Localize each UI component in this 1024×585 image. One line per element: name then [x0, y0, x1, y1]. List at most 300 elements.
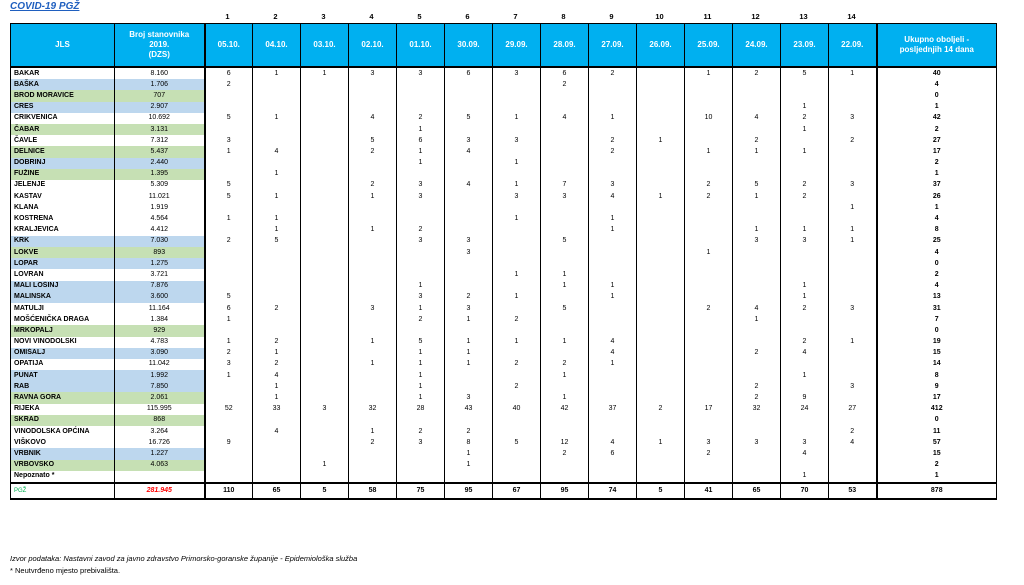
total-cases-cell: 2: [877, 158, 997, 169]
daily-cases-cell: [685, 314, 733, 325]
table-row: [11, 247, 997, 258]
daily-cases-cell: 3: [493, 67, 541, 79]
daily-cases-cell: [733, 460, 781, 471]
column-number: 12: [751, 12, 760, 21]
daily-cases-cell: [829, 281, 877, 292]
daily-cases-cell: [301, 337, 349, 348]
total-cases-cell: 4: [877, 79, 997, 90]
daily-cases-cell: 3: [781, 236, 829, 247]
daily-cases-cell: 1: [781, 225, 829, 236]
daily-cases-cell: 2: [397, 314, 445, 325]
municipality-name: NOVI VINODOLSKI: [11, 337, 115, 348]
daily-cases-cell: 4: [589, 337, 637, 348]
daily-cases-cell: [445, 79, 493, 90]
population-cell: 1.992: [115, 370, 205, 381]
daily-cases-cell: [589, 169, 637, 180]
column-number: 4: [369, 12, 374, 21]
total-cases-cell: 37: [877, 180, 997, 191]
daily-cases-cell: [829, 471, 877, 483]
daily-cases-cell: [829, 448, 877, 459]
daily-cases-cell: [349, 448, 397, 459]
total-cases-cell: 4: [877, 247, 997, 258]
daily-cases-cell: 1: [397, 392, 445, 403]
daily-cases-cell: 3: [397, 292, 445, 303]
daily-cases-cell: 3: [829, 180, 877, 191]
daily-cases-cell: [445, 169, 493, 180]
daily-cases-cell: 3: [397, 236, 445, 247]
daily-cases-cell: [349, 247, 397, 258]
daily-cases-cell: [541, 124, 589, 135]
sum-daily-cell: 58: [349, 483, 397, 499]
daily-cases-cell: 5: [253, 236, 301, 247]
municipality-name: MOŠĆENIČKA DRAGA: [11, 314, 115, 325]
daily-cases-cell: [589, 79, 637, 90]
daily-cases-cell: 2: [733, 381, 781, 392]
table-row: [11, 135, 997, 146]
daily-cases-cell: [253, 314, 301, 325]
daily-cases-cell: [301, 191, 349, 202]
daily-cases-cell: [253, 90, 301, 101]
daily-cases-cell: 2: [685, 191, 733, 202]
municipality-name: OMIŠALJ: [11, 348, 115, 359]
daily-cases-cell: 1: [541, 281, 589, 292]
daily-cases-cell: [205, 124, 253, 135]
daily-cases-cell: [301, 102, 349, 113]
total-cases-cell: 13: [877, 292, 997, 303]
daily-cases-cell: 3: [589, 180, 637, 191]
daily-cases-cell: [685, 381, 733, 392]
daily-cases-cell: 1: [493, 292, 541, 303]
daily-cases-cell: 2: [589, 67, 637, 79]
daily-cases-cell: [205, 202, 253, 213]
daily-cases-cell: [253, 102, 301, 113]
daily-cases-cell: 2: [589, 146, 637, 157]
population-cell: 4.412: [115, 225, 205, 236]
daily-cases-cell: [301, 213, 349, 224]
daily-cases-cell: [637, 67, 685, 79]
footer-note: * Neutvrđeno mjesto prebivališta.: [10, 566, 121, 575]
daily-cases-cell: [445, 191, 493, 202]
daily-cases-cell: [829, 124, 877, 135]
daily-cases-cell: 1: [493, 180, 541, 191]
daily-cases-cell: [301, 471, 349, 483]
daily-cases-cell: [397, 79, 445, 90]
daily-cases-cell: 2: [253, 337, 301, 348]
total-cases-cell: 27: [877, 135, 997, 146]
daily-cases-cell: 7: [541, 180, 589, 191]
daily-cases-cell: [397, 169, 445, 180]
daily-cases-cell: 1: [205, 314, 253, 325]
daily-cases-cell: [829, 348, 877, 359]
daily-cases-cell: [589, 325, 637, 336]
daily-cases-cell: [685, 471, 733, 483]
daily-cases-cell: [349, 392, 397, 403]
daily-cases-cell: 3: [781, 437, 829, 448]
header-date: 29.09.: [493, 24, 541, 68]
population-cell: 1.384: [115, 314, 205, 325]
daily-cases-cell: [541, 292, 589, 303]
daily-cases-cell: [349, 169, 397, 180]
daily-cases-cell: [205, 102, 253, 113]
daily-cases-cell: [829, 79, 877, 90]
daily-cases-cell: 1: [829, 67, 877, 79]
daily-cases-cell: [301, 269, 349, 280]
total-cases-cell: 57: [877, 437, 997, 448]
municipality-name: JELENJE: [11, 180, 115, 191]
daily-cases-cell: [685, 359, 733, 370]
daily-cases-cell: [349, 102, 397, 113]
daily-cases-cell: [637, 392, 685, 403]
daily-cases-cell: [445, 370, 493, 381]
daily-cases-cell: 1: [637, 135, 685, 146]
daily-cases-cell: 1: [781, 102, 829, 113]
daily-cases-cell: 2: [781, 303, 829, 314]
population-cell: 4.783: [115, 337, 205, 348]
header-date: 22.09.: [829, 24, 877, 68]
daily-cases-cell: [733, 202, 781, 213]
daily-cases-cell: [205, 460, 253, 471]
table-row: [11, 146, 997, 157]
daily-cases-cell: [253, 471, 301, 483]
population-cell: 929: [115, 325, 205, 336]
daily-cases-cell: [781, 269, 829, 280]
daily-cases-cell: 1: [253, 169, 301, 180]
daily-cases-cell: 1: [253, 113, 301, 124]
municipality-name: SKRAD: [11, 415, 115, 426]
daily-cases-cell: [541, 135, 589, 146]
daily-cases-cell: [781, 247, 829, 258]
daily-cases-cell: 1: [205, 146, 253, 157]
daily-cases-cell: 1: [205, 213, 253, 224]
total-cases-cell: 17: [877, 146, 997, 157]
daily-cases-cell: [205, 258, 253, 269]
daily-cases-cell: [301, 124, 349, 135]
daily-cases-cell: [493, 102, 541, 113]
daily-cases-cell: 1: [397, 158, 445, 169]
sum-daily-cell: 95: [541, 483, 589, 499]
daily-cases-cell: 2: [397, 225, 445, 236]
daily-cases-cell: [637, 79, 685, 90]
document-title: COVID-19 PGŽ: [10, 1, 80, 12]
daily-cases-cell: 5: [541, 236, 589, 247]
daily-cases-cell: [541, 247, 589, 258]
daily-cases-cell: 1: [301, 67, 349, 79]
daily-cases-cell: [637, 303, 685, 314]
municipality-name: KOSTRENA: [11, 213, 115, 224]
daily-cases-cell: [301, 426, 349, 437]
daily-cases-cell: [349, 124, 397, 135]
daily-cases-cell: [637, 337, 685, 348]
header-date: 30.09.: [445, 24, 493, 68]
daily-cases-cell: [301, 448, 349, 459]
daily-cases-cell: 2: [733, 392, 781, 403]
daily-cases-cell: 1: [541, 337, 589, 348]
daily-cases-cell: [589, 269, 637, 280]
daily-cases-cell: 3: [445, 392, 493, 403]
daily-cases-cell: [445, 281, 493, 292]
total-cases-cell: 40: [877, 67, 997, 79]
daily-cases-cell: [301, 292, 349, 303]
daily-cases-cell: [301, 202, 349, 213]
municipality-name: LOKVE: [11, 247, 115, 258]
daily-cases-cell: [493, 225, 541, 236]
daily-cases-cell: [253, 79, 301, 90]
sum-total-cell: 878: [877, 483, 997, 499]
daily-cases-cell: 1: [637, 191, 685, 202]
header-total: [877, 24, 997, 68]
daily-cases-cell: 52: [205, 404, 253, 415]
municipality-name: LOPAR: [11, 258, 115, 269]
daily-cases-cell: [205, 448, 253, 459]
header-date: 27.09.: [589, 24, 637, 68]
daily-cases-cell: [733, 258, 781, 269]
daily-cases-cell: [829, 102, 877, 113]
total-cases-cell: 9: [877, 381, 997, 392]
total-cases-cell: 2: [877, 124, 997, 135]
daily-cases-cell: 42: [541, 404, 589, 415]
daily-cases-cell: 9: [205, 437, 253, 448]
daily-cases-cell: [349, 471, 397, 483]
table-row: [11, 370, 997, 381]
daily-cases-cell: [301, 180, 349, 191]
sum-daily-cell: 74: [589, 483, 637, 499]
daily-cases-cell: [829, 292, 877, 303]
municipality-name: Nepoznato *: [11, 471, 115, 483]
column-number: 14: [847, 12, 856, 21]
daily-cases-cell: 5: [349, 135, 397, 146]
daily-cases-cell: 2: [397, 113, 445, 124]
daily-cases-cell: [493, 392, 541, 403]
table-row: [11, 225, 997, 236]
daily-cases-cell: [253, 202, 301, 213]
daily-cases-cell: 3: [397, 191, 445, 202]
daily-cases-cell: [541, 325, 589, 336]
daily-cases-cell: 1: [397, 381, 445, 392]
daily-cases-cell: 27: [829, 404, 877, 415]
daily-cases-cell: 2: [349, 180, 397, 191]
daily-cases-cell: 1: [733, 191, 781, 202]
daily-cases-cell: [397, 247, 445, 258]
daily-cases-cell: 4: [445, 180, 493, 191]
daily-cases-cell: [637, 359, 685, 370]
daily-cases-cell: 1: [397, 281, 445, 292]
daily-cases-cell: [445, 90, 493, 101]
daily-cases-cell: 1: [541, 370, 589, 381]
daily-cases-cell: [733, 370, 781, 381]
daily-cases-cell: [253, 269, 301, 280]
daily-cases-cell: 2: [685, 448, 733, 459]
daily-cases-cell: [733, 79, 781, 90]
municipality-name: KASTAV: [11, 191, 115, 202]
daily-cases-cell: 3: [445, 236, 493, 247]
daily-cases-cell: 1: [253, 67, 301, 79]
footer-source: Izvor podataka: Nastavni zavod za javno zdravstvo Primorsko-goranske županije - Epidemiološka služba: [10, 554, 358, 563]
table-row: [11, 392, 997, 403]
daily-cases-cell: [205, 281, 253, 292]
municipality-name: DOBRINJ: [11, 158, 115, 169]
daily-cases-cell: [781, 79, 829, 90]
daily-cases-cell: 4: [349, 113, 397, 124]
header-date: 28.09.: [541, 24, 589, 68]
daily-cases-cell: [445, 471, 493, 483]
daily-cases-cell: 1: [253, 392, 301, 403]
table-row: [11, 426, 997, 437]
daily-cases-cell: 4: [253, 370, 301, 381]
daily-cases-cell: 1: [589, 292, 637, 303]
daily-cases-cell: 6: [541, 67, 589, 79]
daily-cases-cell: [541, 225, 589, 236]
daily-cases-cell: 6: [205, 303, 253, 314]
daily-cases-cell: 1: [589, 113, 637, 124]
header-date: 03.10.: [301, 24, 349, 68]
daily-cases-cell: 3: [349, 67, 397, 79]
daily-cases-cell: [445, 415, 493, 426]
daily-cases-cell: [541, 202, 589, 213]
daily-cases-cell: 2: [829, 426, 877, 437]
daily-cases-cell: 1: [493, 158, 541, 169]
municipality-name: RIJEKA: [11, 404, 115, 415]
sum-daily-cell: 70: [781, 483, 829, 499]
daily-cases-cell: 3: [685, 437, 733, 448]
daily-cases-cell: [829, 258, 877, 269]
municipality-name: BROD MORAVICE: [11, 90, 115, 101]
daily-cases-cell: [301, 158, 349, 169]
daily-cases-cell: 2: [781, 191, 829, 202]
daily-cases-cell: 2: [589, 135, 637, 146]
daily-cases-cell: [301, 258, 349, 269]
table-row: [11, 404, 997, 415]
daily-cases-cell: [493, 426, 541, 437]
daily-cases-cell: [301, 303, 349, 314]
daily-cases-cell: [253, 325, 301, 336]
daily-cases-cell: [301, 135, 349, 146]
header-population-line3: (DZS): [148, 50, 170, 59]
daily-cases-cell: 17: [685, 404, 733, 415]
municipality-name: OPATIJA: [11, 359, 115, 370]
daily-cases-cell: [637, 146, 685, 157]
daily-cases-cell: [349, 314, 397, 325]
daily-cases-cell: 2: [541, 448, 589, 459]
daily-cases-cell: [541, 415, 589, 426]
daily-cases-cell: [637, 90, 685, 101]
daily-cases-cell: 3: [829, 303, 877, 314]
population-cell: 8.160: [115, 67, 205, 79]
total-cases-cell: 0: [877, 325, 997, 336]
daily-cases-cell: [301, 236, 349, 247]
daily-cases-cell: [493, 236, 541, 247]
sum-daily-cell: 65: [733, 483, 781, 499]
daily-cases-cell: [397, 258, 445, 269]
municipality-name: FUŽINE: [11, 169, 115, 180]
header-population-line2: 2019.: [149, 40, 170, 49]
daily-cases-cell: 1: [397, 348, 445, 359]
daily-cases-cell: 1: [493, 269, 541, 280]
daily-cases-cell: 5: [205, 191, 253, 202]
daily-cases-cell: 1: [733, 225, 781, 236]
population-cell: 1.275: [115, 258, 205, 269]
daily-cases-cell: 5: [205, 180, 253, 191]
daily-cases-cell: [541, 90, 589, 101]
daily-cases-cell: [733, 169, 781, 180]
daily-cases-cell: [445, 124, 493, 135]
total-cases-cell: 0: [877, 258, 997, 269]
daily-cases-cell: [397, 460, 445, 471]
daily-cases-cell: [685, 102, 733, 113]
daily-cases-cell: [493, 370, 541, 381]
daily-cases-cell: [781, 202, 829, 213]
daily-cases-cell: [733, 337, 781, 348]
daily-cases-cell: [733, 124, 781, 135]
total-cases-cell: 1: [877, 169, 997, 180]
daily-cases-cell: [589, 426, 637, 437]
daily-cases-cell: [349, 79, 397, 90]
daily-cases-cell: 4: [733, 113, 781, 124]
daily-cases-cell: 5: [541, 303, 589, 314]
daily-cases-cell: 3: [493, 135, 541, 146]
daily-cases-cell: 6: [397, 135, 445, 146]
daily-cases-cell: 1: [445, 348, 493, 359]
daily-cases-cell: 1: [253, 225, 301, 236]
daily-cases-cell: [397, 102, 445, 113]
daily-cases-cell: 1: [445, 359, 493, 370]
daily-cases-cell: [685, 158, 733, 169]
daily-cases-cell: [637, 124, 685, 135]
table-row: [11, 202, 997, 213]
daily-cases-cell: [829, 169, 877, 180]
daily-cases-cell: [253, 258, 301, 269]
daily-cases-cell: [397, 448, 445, 459]
daily-cases-cell: [205, 381, 253, 392]
daily-cases-cell: [589, 392, 637, 403]
daily-cases-cell: 1: [253, 348, 301, 359]
total-cases-cell: 1: [877, 202, 997, 213]
daily-cases-cell: 2: [541, 79, 589, 90]
daily-cases-cell: [685, 225, 733, 236]
daily-cases-cell: [781, 415, 829, 426]
daily-cases-cell: [637, 448, 685, 459]
population-cell: 3.090: [115, 348, 205, 359]
daily-cases-cell: [589, 258, 637, 269]
table-row: [11, 180, 997, 191]
daily-cases-cell: 1: [253, 381, 301, 392]
total-cases-cell: 4: [877, 213, 997, 224]
daily-cases-cell: [397, 202, 445, 213]
daily-cases-cell: 32: [733, 404, 781, 415]
total-cases-cell: 2: [877, 269, 997, 280]
daily-cases-cell: [637, 325, 685, 336]
daily-cases-cell: [637, 247, 685, 258]
daily-cases-cell: [445, 269, 493, 280]
table-row: [11, 460, 997, 471]
table-row: [11, 169, 997, 180]
daily-cases-cell: [301, 247, 349, 258]
daily-cases-cell: 2: [781, 337, 829, 348]
daily-cases-cell: [637, 348, 685, 359]
daily-cases-cell: 43: [445, 404, 493, 415]
daily-cases-cell: [253, 437, 301, 448]
population-cell: 115.995: [115, 404, 205, 415]
daily-cases-cell: [829, 325, 877, 336]
header-date: 24.09.: [733, 24, 781, 68]
daily-cases-cell: [397, 269, 445, 280]
daily-cases-cell: 1: [445, 314, 493, 325]
daily-cases-cell: [397, 213, 445, 224]
daily-cases-cell: [397, 90, 445, 101]
column-number: 10: [655, 12, 664, 21]
daily-cases-cell: [541, 146, 589, 157]
table-row: [11, 281, 997, 292]
total-cases-cell: 1: [877, 471, 997, 483]
